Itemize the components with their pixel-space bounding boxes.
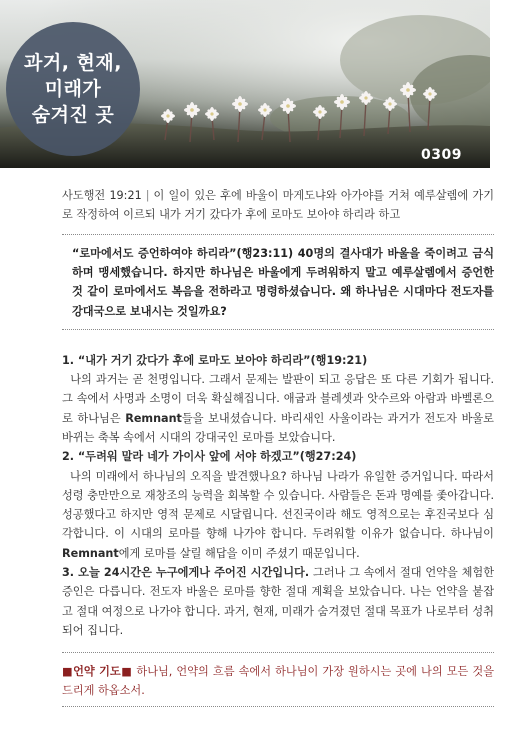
intro-text: (행23:11) 40명의 결사대가 바울을 죽이려고 금식하며 맹세했습니다. 하지만 하나님은 바울에게 두려워하지 말고 예루살렘에서 증언한 것 같이 로마에서도 복음을 전하라고 명령하셨습니다. 왜 하나님은 시대마다 전도자를 강대국으로 보내시는 것일까요? xyxy=(72,247,494,318)
point-2-body-a: 나의 미래에서 하나님의 오직을 발견했나요? 하나님 나라가 유일한 증거입니다. 따라서 성령 충만만으로 재창조의 능력을 회복할 수 있습니다. 사람들은 돈과 명예를 좇아갑니다. 성공했다고 하지만 영적 문제로 시달립니다. 선진국이라 해도 영적으로는 후진국보다 심각합니다. 이 시대의 로마를 향해 나가야 합니다. 두려워할 이유가 없습니다. 하나님이 xyxy=(62,469,494,541)
point-3 xyxy=(62,563,494,640)
title-line-3: 숨겨진 곳 xyxy=(31,104,115,126)
point-2 xyxy=(62,447,494,563)
covenant-prayer xyxy=(62,662,494,700)
point-3-heading: 3. 오늘 24시간은 누구에게나 주어진 시간입니다. xyxy=(62,566,310,580)
point-1-heading: 1. “내가 거기 갔다가 후에 로마도 보아야 하리라”(행19:21) xyxy=(62,353,368,367)
divider-2 xyxy=(62,329,494,330)
header-photo xyxy=(0,0,490,168)
date-code: 0309 xyxy=(421,147,462,163)
header-right-margin xyxy=(490,0,509,168)
point-2-remnant: Remnant xyxy=(62,546,119,560)
intro-quote: “로마에서도 증언하여야 하리라” xyxy=(72,247,237,260)
point-3-body: 그러나 그 속에서 절대 언약을 체험한 증인은 다릅니다. 전도자 바울은 로마를 향한 절대 계획을 보았습니다. 나는 언약을 붙잡고 절대 여정으로 나가야 합니다. 과거, 현재, 미래가 숨겨졌던 절대 목표가 나로부터 성취되어 집니다. xyxy=(62,566,495,637)
point-1 xyxy=(62,351,494,447)
verse-reference: 사도행전 19:21 xyxy=(62,189,142,202)
point-1-body-b: 들을 보내셨습니다. 바리새인 사울이라는 과거가 전도자 바울로 바뀌는 축복 속에서 시대의 강대국인 로마를 보았습니다. xyxy=(62,411,494,444)
point-1-body-a: 나의 과거는 곧 천명입니다. 그래서 문제는 발판이 되고 응답은 또 다른 기회가 됩니다. 그 속에서 사명과 소명이 더욱 확실해집니다. 애굽과 블레셋과 앗수르와 아람과 바벨론으로 하나님은 xyxy=(62,373,494,425)
verse-text: 이 일이 있은 후에 바울이 마게도냐와 아가야를 거쳐 예루살렘에 가기로 작정하여 이르되 내가 거기 갔다가 후에 로마도 보아야 하리라 하고 xyxy=(62,189,494,221)
main-body xyxy=(62,351,494,640)
divider-1 xyxy=(62,234,494,235)
verse-separator: | xyxy=(145,189,150,202)
point-1-remnant: Remnant xyxy=(125,411,182,425)
prayer-text: 하나님, 언약의 흐름 속에서 하나님이 가장 원하시는 곳에 나의 모든 것을 드리게 하옵소서. xyxy=(62,665,495,698)
title-line-2: 미래가 xyxy=(44,78,102,100)
title-circle xyxy=(6,22,140,156)
point-2-heading: 2. “두려워 말라 네가 가이사 앞에 서야 하겠고”(행27:24) xyxy=(62,450,357,464)
intro-paragraph xyxy=(62,244,494,321)
point-2-body-b: 에게 로마를 살릴 해답을 이미 주셨기 때문입니다. xyxy=(118,546,360,560)
divider-3 xyxy=(62,652,494,653)
scripture-verse xyxy=(62,186,494,224)
prayer-label: ■언약 기도■ xyxy=(62,665,133,679)
content-area xyxy=(62,186,494,707)
divider-4 xyxy=(62,706,494,707)
title-line-1: 과거, 현재, xyxy=(24,52,122,74)
